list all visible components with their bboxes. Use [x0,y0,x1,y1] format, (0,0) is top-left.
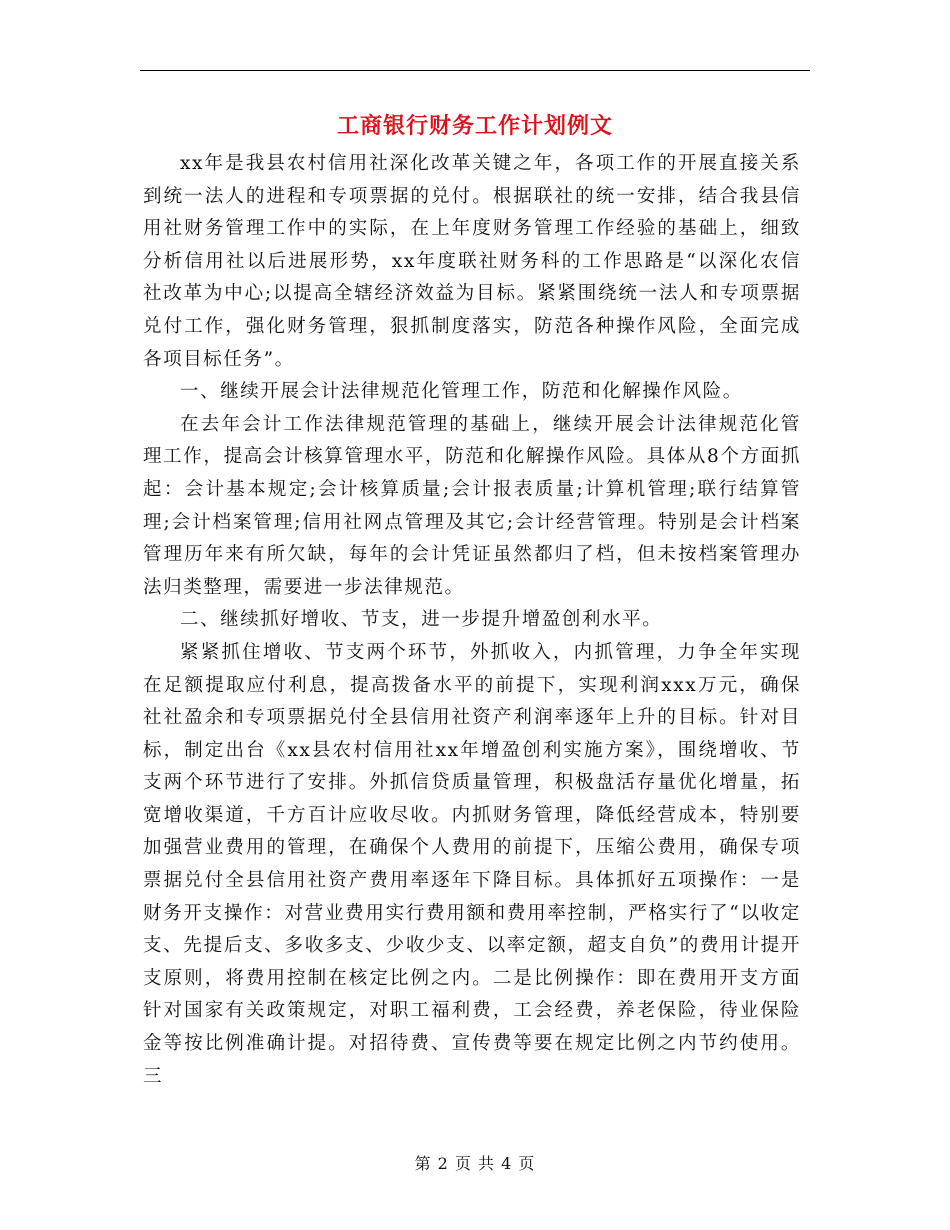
page-number: 第 2 页 共 4 页 [414,1154,536,1173]
page-footer [0,1152,950,1176]
document-title: 工商银行财务工作计划例文 [336,113,613,139]
section-heading-2: 二、继续抓好增收、节支，进一步提升增盈创利水平。 [180,609,663,631]
paragraph-intro: xx年是我县农村信用社深化改革关键之年，各项工作的开展直接关系到统一法人的进程和专项票据的兑付。根据联社的统一安排，结合我县信用社财务管理工作中的实际，在上年度财务管理工作经验的基础上，细致分析信用社以后进展形势，xx年度联社财务科的工作思路是“以深化农信社改革为中心;以提高全辖经济效益为目标。紧紧围绕统一法人和专项票据兑付工作，强化财务管理，狠抓制度落实，防范各种操作风险，全面完成各项目标任务”。 [143,153,801,370]
paragraph-section-1: 在去年会计工作法律规范管理的基础上，继续开展会计法律规范化管理工作，提高会计核算管理水平，防范和化解操作风险。具体从8个方面抓起：会计基本规定;会计核算质量;会计报表质量;计算机管理;联行结算管理;会计档案管理;信用社网点管理及其它;会计经营管理。特别是会计档案管理历年来有所欠缺，每年的会计凭证虽然都归了档，但未按档案管理办法归类整理，需要进一步法律规范。 [143,413,801,598]
header-rule [140,70,810,71]
paragraph-section-2: 紧紧抓住增收、节支两个环节，外抓收入，内抓管理，力争全年实现在足额提取应付利息，提高拨备水平的前提下，实现利润xxx万元，确保社社盈余和专项票据兑付全县信用社资产利润率逐年上升的目标。针对目标，制定出台《xx县农村信用社xx年增盈创利实施方案》，围绕增收、节支两个环节进行了安排。外抓信贷质量管理，积极盘活存量优化增量，拓宽增收渠道，千方百计应收尽收。内抓财务管理，降低经营成本，特别要加强营业费用的管理，在确保个人费用的前提下，压缩公费用，确保专项票据兑付全县信用社资产费用率逐年下降目标。具体抓好五项操作：一是财务开支操作：对营业费用实行费用额和费用率控制，严格实行了“以收定支、先提后支、多收多支、少收少支、以率定额，超支自负”的费用计提开支原则，将费用控制在核定比例之内。二是比例操作：即在费用开支方面针对国家有关政策规定，对职工福利费，工会经费，养老保险，待业保险金等按比例准确计提。对招待费、宣传费等要在规定比例之内节约使用。三 [143,641,801,1087]
section-heading-1: 一、继续开展会计法律规范化管理工作，防范和化解操作风险。 [180,381,743,403]
document-body [143,148,801,1093]
